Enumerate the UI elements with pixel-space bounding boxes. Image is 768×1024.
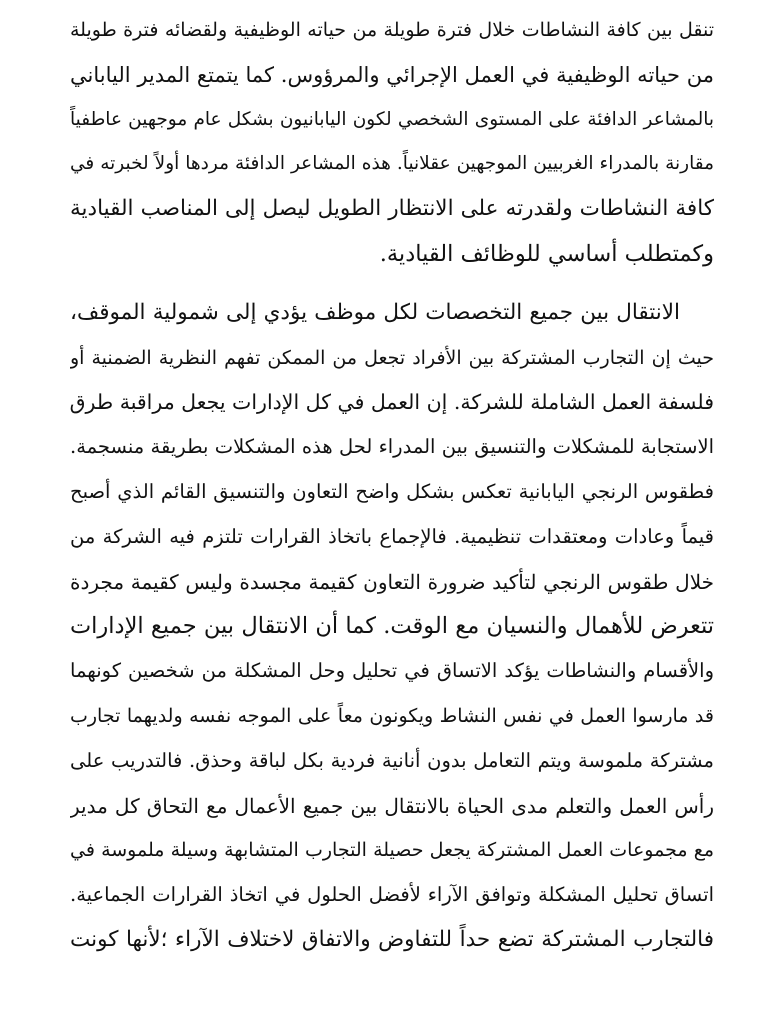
text-line: فطقوس الرنجي اليابانية تعكس بشكل واضح التعاون والتنسيق القائم الذي أصبح: [70, 479, 714, 503]
text-line: والأقسام والنشاطات يؤكد الاتساق في تحليل وحل المشكلة من شخصين كونهما: [70, 659, 714, 683]
text-line: تتعرض للأهمال والنسيان مع الوقت. كما أن الانتقال بين جميع الإدارات: [70, 613, 714, 640]
text-line: من حياته الوظيفية في العمل الإجرائي والمرؤوس. كما يتمتع المدير الياباني: [70, 62, 714, 87]
text-line: مشتركة ملموسة ويتم التعامل بدون أنانية فردية بكل لباقة وحذق. فالتدريب على: [70, 748, 714, 772]
text-line: مقارنة بالمدراء الغربيين الموجهين عقلانياً. هذه المشاعر الدافئة مردها أولاً لخبرته في: [70, 153, 714, 175]
text-line: بالمشاعر الدافئة على المستوى الشخصي لكون اليابانيون بشكل عام موجهين عاطفياً: [70, 108, 714, 130]
text-line: حيث إن التجارب المشتركة بين الأفراد تجعل من الممكن تفهم النظرية الضمنية أو: [70, 346, 714, 369]
text-line: قيماً وعادات ومعتقدات تنظيمية. فالإجماع باتخاذ القرارات تلتزم فيه الشركة من: [70, 524, 714, 548]
text-line: اتساق تحليل المشكلة وتوافق الآراء لأفضل الحلول في اتخاذ القرارات الجماعية.: [70, 883, 714, 907]
text-line: كافة النشاطات ولقدرته على الانتظار الطويل ليصل إلى المناصب القيادية: [70, 196, 714, 222]
text-line: قد مارسوا العمل في نفس النشاط ويكونون معاً على الموجه نفسه ولديهما تجارب: [70, 704, 714, 727]
text-line: رأس العمل والتعلم مدى الحياة بالانتقال بين جميع الأعمال مع التحاق كل مدير: [70, 793, 714, 818]
text-line: وكمتطلب أساسي للوظائف القيادية.: [379, 240, 714, 267]
text-line: فلسفة العمل الشاملة للشركة. إن العمل في كل الإدارات يجعل مراقبة طرق: [70, 390, 714, 415]
text-line: تنقل بين كافة النشاطات خلال فترة طويلة من حياته الوظيفية ولقضائه فترة طويلة: [70, 19, 714, 41]
text-line: الاستجابة للمشكلات والتنسيق بين المدراء لحل هذه المشكلات بطريقة منسجمة.: [70, 435, 714, 459]
text-line: فالتجارب المشتركة تضع حداً للتفاوض والاتفاق لاختلاف الآراء ؛لأنها كونت: [70, 926, 714, 952]
text-line: خلال طقوس الرنجي لتأكيد ضرورة التعاون كقيمة مجسدة وليس كقيمة مجردة: [70, 569, 714, 594]
text-line: مع مجموعات العمل المشتركة يجعل حصيلة التجارب المتشابهة وسيلة ملموسة في: [70, 839, 714, 862]
body-text: [70, 8, 714, 963]
text-line: الانتقال بين جميع التخصصات لكل موظف يؤدي إلى شمولية الموقف،: [70, 299, 680, 325]
paragraph-2: [70, 291, 714, 963]
paragraph-1: [70, 8, 714, 277]
